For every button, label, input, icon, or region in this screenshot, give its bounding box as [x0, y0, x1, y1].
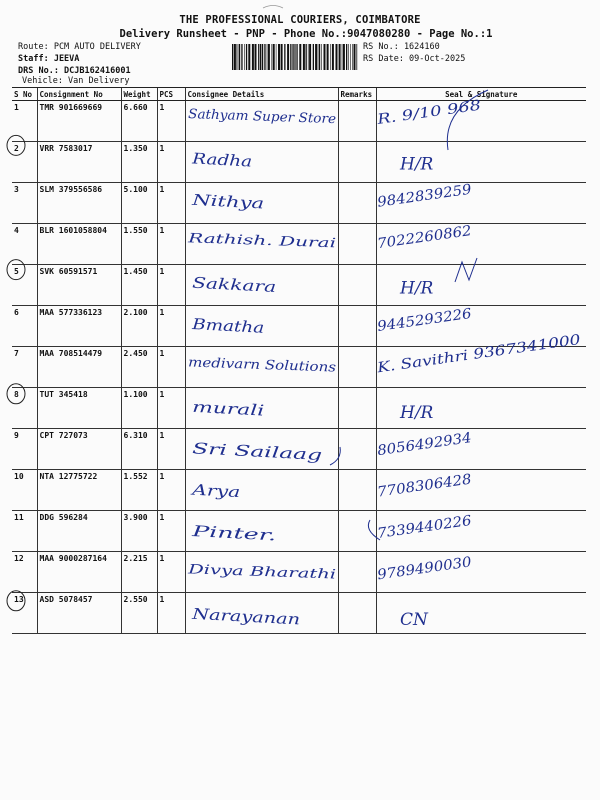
barcode-bar	[293, 44, 294, 70]
row-consignment-no: NTA 12775722	[37, 470, 121, 511]
row-remarks	[338, 552, 376, 593]
col-header-signature: Seal & Signature	[376, 88, 586, 101]
barcode-bar	[272, 44, 273, 70]
row-weight: 1.550	[121, 224, 157, 265]
row-consignee	[185, 183, 338, 224]
row-consignment-no: MAA 9000287164	[37, 552, 121, 593]
barcode-bar	[244, 44, 245, 70]
barcode-bar	[262, 44, 263, 70]
signature-handwritten: 9789490030	[376, 555, 467, 584]
barcode-bar	[348, 44, 349, 70]
company-title: THE PROFESSIONAL COURIERS, COIMBATORE	[179, 14, 421, 26]
row-signature	[376, 388, 586, 429]
row-remarks	[338, 593, 376, 634]
row-weight: 1.450	[121, 265, 157, 306]
rs-date: RS Date: 09-Oct-2025	[363, 54, 466, 64]
barcode-bar	[234, 44, 236, 70]
row-sno: 13	[12, 593, 37, 634]
barcode-bar	[255, 44, 257, 70]
row-pcs: 1	[157, 224, 185, 265]
table-row	[12, 101, 586, 142]
signature-handwritten: H/R	[400, 402, 434, 423]
barcode-bar	[343, 44, 345, 70]
consignee-handwritten: Rathish. Durai	[187, 231, 285, 250]
col-header-pcs: PCS	[157, 88, 185, 101]
barcode-bar	[264, 44, 265, 70]
row-remarks	[338, 347, 376, 388]
row-consignment-no: MAA 708514479	[37, 347, 121, 388]
barcode-bar	[238, 44, 239, 70]
runsheet-title: Delivery Runsheet - PNP - Phone No.:9047080280 - Page No.:1	[119, 28, 493, 40]
row-consignment-no: DDG 596284	[37, 511, 121, 552]
barcode-bar	[296, 44, 297, 70]
row-weight: 6.310	[121, 429, 157, 470]
row-sno: 6	[12, 306, 37, 347]
row-consignment-no: CPT 727073	[37, 429, 121, 470]
row-pcs: 1	[157, 142, 185, 183]
table-row	[12, 347, 586, 388]
row-weight: 1.552	[121, 470, 157, 511]
barcode-bar	[318, 44, 319, 70]
barcode-bar	[315, 44, 317, 70]
row-pcs: 1	[157, 429, 185, 470]
barcode-bar	[313, 44, 314, 70]
col-header-consignment: Consignment No	[37, 88, 121, 101]
barcode-bar	[308, 44, 309, 70]
barcode-bar	[319, 44, 320, 70]
row-signature	[376, 265, 586, 306]
barcode	[232, 44, 358, 70]
row-consignment-no: SVK 60591571	[37, 265, 121, 306]
row-weight: 2.450	[121, 347, 157, 388]
row-pcs: 1	[157, 388, 185, 429]
consignee-handwritten: Arya	[191, 480, 229, 501]
row-pcs: 1	[157, 593, 185, 634]
barcode-bar	[330, 44, 331, 70]
table-row	[12, 388, 586, 429]
row-consignment-no: BLR 1601058804	[37, 224, 121, 265]
row-consignment-no: MAA 577336123	[37, 306, 121, 347]
row-weight: 3.900	[121, 511, 157, 552]
row-consignee	[185, 224, 338, 265]
vehicle-label: Vehicle: Van Delivery	[22, 76, 130, 86]
runsheet-table	[12, 87, 586, 634]
row-remarks	[338, 511, 376, 552]
barcode-bar	[232, 44, 233, 70]
signature-handwritten: 9445293226	[376, 306, 467, 335]
row-pcs: 1	[157, 306, 185, 347]
barcode-bar	[281, 44, 283, 70]
row-pcs: 1	[157, 552, 185, 593]
barcode-bar	[327, 44, 329, 70]
consignee-handwritten: Sathyam Super Store	[187, 107, 330, 127]
row-remarks	[338, 142, 376, 183]
row-pcs: 1	[157, 511, 185, 552]
barcode-bar	[356, 44, 357, 70]
barcode-bar	[292, 44, 293, 70]
signature-handwritten: R. 9/10 968	[376, 100, 460, 128]
table-row	[12, 429, 586, 470]
table-row	[12, 183, 586, 224]
row-signature	[376, 224, 586, 265]
barcode-bar	[239, 44, 240, 70]
barcode-bar	[237, 44, 238, 70]
row-weight: 2.215	[121, 552, 157, 593]
table-row	[12, 265, 586, 306]
row-remarks	[338, 388, 376, 429]
row-remarks	[338, 265, 376, 306]
barcode-bar	[299, 44, 301, 70]
table-row	[12, 306, 586, 347]
row-sno: 12	[12, 552, 37, 593]
row-signature	[376, 306, 586, 347]
consignee-handwritten: Divya Bharathi	[187, 562, 287, 581]
row-weight: 1.100	[121, 388, 157, 429]
consignee-handwritten: medivarn Solutions	[187, 355, 317, 375]
barcode-bar	[273, 44, 275, 70]
barcode-bar	[354, 44, 356, 70]
row-sno: 9	[12, 429, 37, 470]
consignee-handwritten: Radha	[191, 149, 242, 170]
row-sno: 7	[12, 347, 37, 388]
row-remarks	[338, 224, 376, 265]
barcode-bar	[309, 44, 311, 70]
barcode-bar	[303, 44, 305, 70]
row-consignee	[185, 552, 338, 593]
row-consignment-no: TMR 901669669	[37, 101, 121, 142]
row-signature	[376, 511, 586, 552]
row-pcs: 1	[157, 265, 185, 306]
row-remarks	[338, 101, 376, 142]
row-sno: 8	[12, 388, 37, 429]
barcode-bar	[267, 44, 268, 70]
row-remarks	[338, 429, 376, 470]
table-row	[12, 224, 586, 265]
barcode-bar	[248, 44, 250, 70]
table-row	[12, 142, 586, 183]
row-sno: 10	[12, 470, 37, 511]
row-consignment-no: VRR 7583017	[37, 142, 121, 183]
row-signature	[376, 183, 586, 224]
row-sno: 3	[12, 183, 37, 224]
consignee-handwritten: Bmatha	[191, 315, 252, 337]
row-signature	[376, 101, 586, 142]
row-signature	[376, 429, 586, 470]
barcode-bar	[295, 44, 296, 70]
row-pcs: 1	[157, 183, 185, 224]
barcode-bar	[268, 44, 270, 70]
rs-number: RS No.: 1624160	[363, 42, 440, 52]
signature-handwritten: CN	[400, 609, 428, 630]
row-signature	[376, 142, 586, 183]
row-consignment-no: TUT 345418	[37, 388, 121, 429]
consignee-handwritten: Nithya	[191, 190, 244, 212]
row-sno: 2	[12, 142, 37, 183]
row-consignment-no: ASD 5078457	[37, 593, 121, 634]
row-consignee	[185, 101, 338, 142]
row-consignee	[185, 429, 338, 470]
table-row	[12, 593, 586, 634]
row-sno: 11	[12, 511, 37, 552]
signature-handwritten: 9842839259	[376, 182, 467, 211]
row-consignee	[185, 593, 338, 634]
row-remarks	[338, 470, 376, 511]
barcode-bar	[276, 44, 277, 70]
col-header-weight: Weight	[121, 88, 157, 101]
table-row	[12, 511, 586, 552]
row-remarks	[338, 183, 376, 224]
barcode-bar	[321, 44, 322, 70]
barcode-bar	[246, 44, 247, 70]
consignee-handwritten: Sakkara	[191, 273, 256, 295]
drs-number: DRS No.: DCJB162416001	[18, 66, 131, 76]
consignee-handwritten: Narayanan	[191, 604, 277, 628]
row-signature	[376, 347, 586, 388]
col-header-remarks: Remarks	[338, 88, 376, 101]
table-row	[12, 552, 586, 593]
row-signature	[376, 552, 586, 593]
row-consignee	[185, 142, 338, 183]
barcode-bar	[252, 44, 254, 70]
col-header-sno: S No	[12, 88, 37, 101]
signature-handwritten: H/R	[400, 154, 434, 175]
row-consignee	[185, 306, 338, 347]
barcode-bar	[324, 44, 326, 70]
row-sno: 4	[12, 224, 37, 265]
barcode-bar	[258, 44, 259, 70]
barcode-bar	[350, 44, 351, 70]
table-header-row	[12, 88, 586, 101]
barcode-bar	[336, 44, 338, 70]
row-consignment-no: SLM 379556586	[37, 183, 121, 224]
barcode-bar	[346, 44, 347, 70]
row-weight: 6.660	[121, 101, 157, 142]
barcode-bar	[339, 44, 341, 70]
staff-label: Staff: JEEVA	[18, 54, 80, 64]
row-consignee	[185, 388, 338, 429]
row-pcs: 1	[157, 101, 185, 142]
row-consignee	[185, 511, 338, 552]
signature-handwritten: H/R	[400, 278, 434, 299]
barcode-bar	[260, 44, 261, 70]
row-weight: 5.100	[121, 183, 157, 224]
consignee-handwritten: Pinter.	[191, 522, 243, 543]
col-header-consignee: Consignee Details	[185, 88, 338, 101]
barcode-bar	[284, 44, 285, 70]
row-consignee	[185, 470, 338, 511]
barcode-bar	[241, 44, 242, 70]
barcode-bar	[278, 44, 280, 70]
barcode-bar	[306, 44, 307, 70]
barcode-bar	[290, 44, 291, 70]
row-weight: 1.350	[121, 142, 157, 183]
route-label: Route: PCM AUTO DELIVERY	[18, 42, 141, 52]
row-consignee	[185, 347, 338, 388]
signature-handwritten: 7339440226	[376, 513, 467, 542]
row-pcs: 1	[157, 470, 185, 511]
barcode-bar	[352, 44, 353, 70]
row-weight: 2.550	[121, 593, 157, 634]
row-sno: 1	[12, 101, 37, 142]
signature-handwritten: 7022260862	[376, 223, 467, 253]
barcode-bar	[342, 44, 343, 70]
table-row	[12, 470, 586, 511]
row-weight: 2.100	[121, 306, 157, 347]
barcode-bar	[287, 44, 289, 70]
row-sno: 5	[12, 265, 37, 306]
row-pcs: 1	[157, 347, 185, 388]
faint-stamp-mark	[193, 2, 413, 14]
consignee-handwritten: murali	[191, 397, 243, 419]
barcode-bar	[332, 44, 334, 70]
row-signature	[376, 470, 586, 511]
row-remarks	[338, 306, 376, 347]
signature-handwritten: 8056492934	[376, 430, 467, 460]
signature-handwritten: 7708306428	[376, 472, 467, 501]
row-consignee	[185, 265, 338, 306]
consignee-handwritten: Sri Sailaag	[191, 439, 276, 462]
row-signature	[376, 593, 586, 634]
signature-handwritten: K. Savithri 9367341000	[376, 336, 546, 377]
